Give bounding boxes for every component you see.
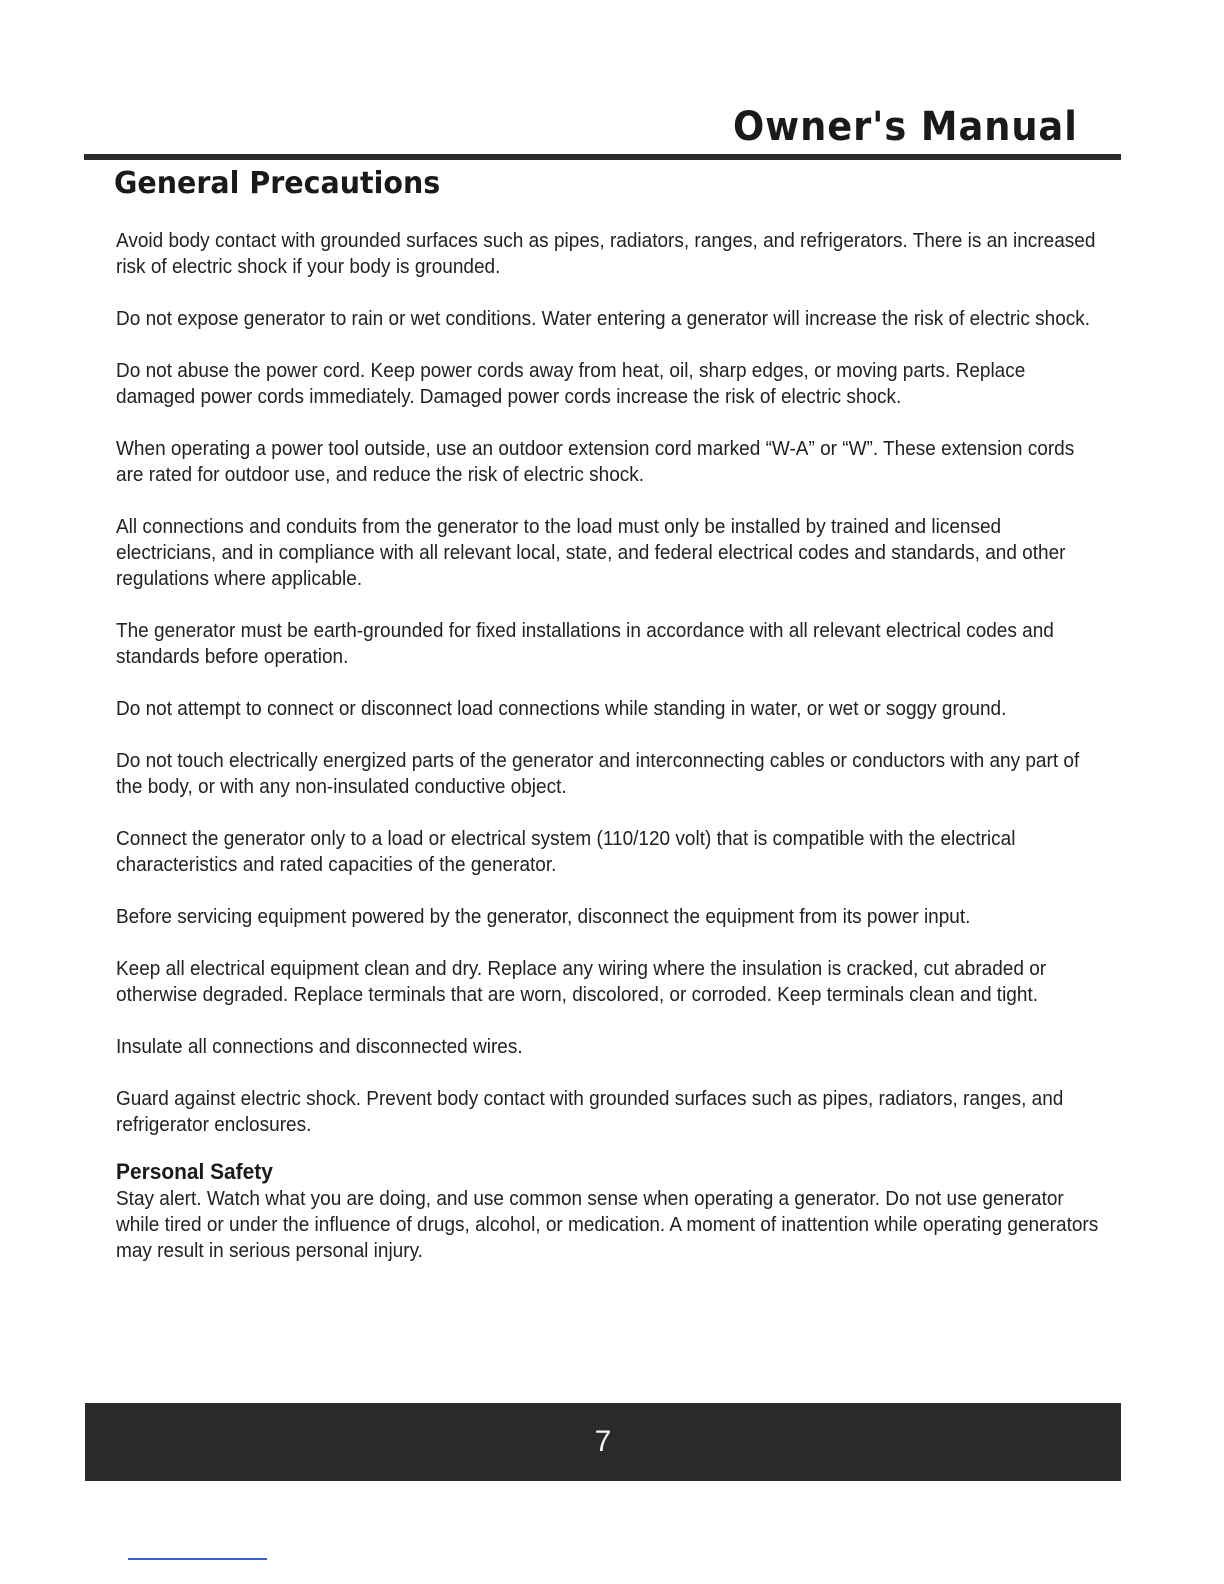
precaution-paragraph: Keep all electrical equipment clean and dry. Replace any wiring where the insulation is cracked, cut abraded or otherwise degraded. Replace terminals that are worn, discolored, or corroded. Keep terminals clean and tight.: [116, 958, 1047, 1006]
precaution-paragraph: All connections and conduits from the generator to the load must only be installed by trained and licensed electricians, and in compliance with all relevant local, state, and federal electrical codes and standards, and other regulations where applicable.: [116, 516, 1066, 590]
precaution-paragraph: When operating a power tool outside, use an outdoor extension cord marked “W-A” or “W”. These extension cords are rated for outdoor use, and reduce the risk of electric shock.: [116, 438, 1075, 486]
page-number: 7: [594, 1425, 612, 1458]
content-body: [116, 228, 1101, 1264]
personal-safety-paragraph: Stay alert. Watch what you are doing, and use common sense when operating a generator. Do not use generator while tired or under the influence of drugs, alcohol, or medication. A moment of inattention while operating generators may result in serious personal injury.: [116, 1188, 1099, 1262]
precaution-paragraph: The generator must be earth-grounded for fixed installations in accordance with all relevant electrical codes and standards before operation.: [116, 620, 1054, 668]
precaution-paragraph: Guard against electric shock. Prevent body contact with grounded surfaces such as pipes, radiators, ranges, and refrigerator enclosures.: [116, 1088, 1064, 1136]
manual-title: Owner's Manual: [733, 104, 1078, 150]
section-title: General Precautions: [114, 166, 441, 201]
precaution-paragraph: Avoid body contact with grounded surfaces such as pipes, radiators, ranges, and refrigerators. There is an increased risk of electric shock if your body is grounded.: [116, 230, 1096, 278]
bottom-rule: [128, 1558, 267, 1560]
precaution-paragraph: Before servicing equipment powered by the generator, disconnect the equipment from its power input.: [116, 906, 971, 928]
precaution-paragraph: Do not expose generator to rain or wet conditions. Water entering a generator will increase the risk of electric shock.: [116, 308, 1091, 330]
precaution-paragraph: Do not attempt to connect or disconnect load connections while standing in water, or wet or soggy ground.: [116, 698, 1007, 720]
precaution-paragraph: Do not touch electrically energized parts of the generator and interconnecting cables or conductors with any part of the body, or with any non-insulated conductive object.: [116, 750, 1080, 798]
precaution-paragraph: Connect the generator only to a load or electrical system (110/120 volt) that is compatible with the electrical characteristics and rated capacities of the generator.: [116, 828, 1016, 876]
header-rule: [84, 154, 1121, 160]
precaution-paragraph: Insulate all connections and disconnected wires.: [116, 1036, 523, 1058]
footer-bar: [85, 1403, 1121, 1481]
precaution-paragraph: Do not abuse the power cord. Keep power cords away from heat, oil, sharp edges, or moving parts. Replace damaged power cords immediately. Damaged power cords increase the risk of electric shock.: [116, 360, 1026, 408]
personal-safety-heading: Personal Safety: [116, 1159, 273, 1184]
